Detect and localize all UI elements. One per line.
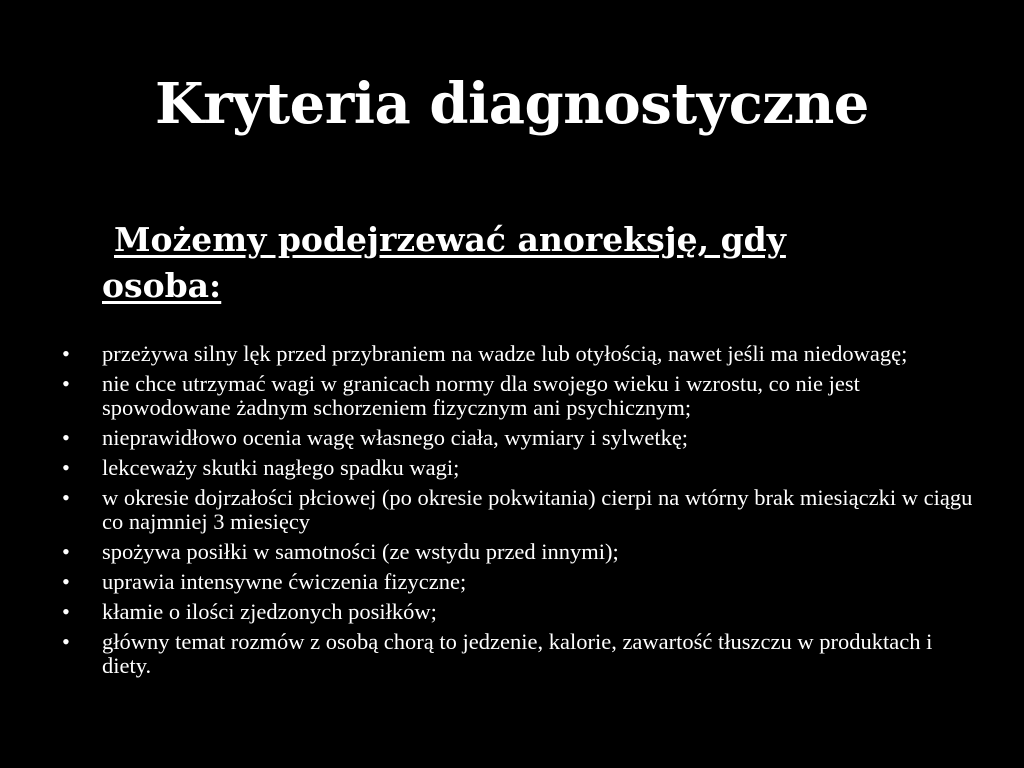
bullet-icon: • [62,341,70,366]
list-item [62,342,982,366]
list-item-text: nie chce utrzymać wagi w granicach normy dla swojego wieku i wzrostu, co nie jest spowodowane żadnym schorzeniem fizycznym ani psychicznym; [102,371,860,420]
bullet-icon: • [62,455,70,480]
bullet-icon: • [62,599,70,624]
bullet-icon: • [62,629,70,654]
list-item-text: przeżywa silny lęk przed przybraniem na wadze lub otyłością, nawet jeśli ma niedowagę; [102,341,908,366]
bullet-icon: • [62,425,70,450]
list-item [62,540,982,564]
list-item [62,630,982,678]
bullet-icon: • [62,485,70,510]
list-item [62,426,982,450]
list-item-text: nieprawidłowo ocenia wagę własnego ciała, wymiary i sylwetkę; [102,425,689,450]
list-item [62,600,982,624]
slide-subtitle: Możemy podejrzewać anoreksję, gdy osoba: [102,220,786,305]
criteria-list [62,342,982,684]
list-item [62,456,982,480]
list-item-text: w okresie dojrzałości płciowej (po okresie pokwitania) cierpi na wtórny brak miesiączki w ciągu co najmniej 3 miesięcy [102,485,973,534]
list-item [62,372,982,420]
bullet-icon: • [62,371,70,396]
slide-title: Kryteria diagnostyczne [155,71,869,137]
list-item-text: spożywa posiłki w samotności (ze wstydu przed innymi); [102,539,619,564]
bullet-icon: • [62,539,70,564]
list-item [62,570,982,594]
list-item-text: lekceważy skutki nagłego spadku wagi; [102,455,460,480]
list-item-text: główny temat rozmów z osobą chorą to jedzenie, kalorie, zawartość tłuszczu w produktach i diety. [102,629,933,678]
list-item [62,486,982,534]
list-item-text: kłamie o ilości zjedzonych posiłków; [102,599,437,624]
bullet-icon: • [62,569,70,594]
list-item-text: uprawia intensywne ćwiczenia fizyczne; [102,569,467,594]
